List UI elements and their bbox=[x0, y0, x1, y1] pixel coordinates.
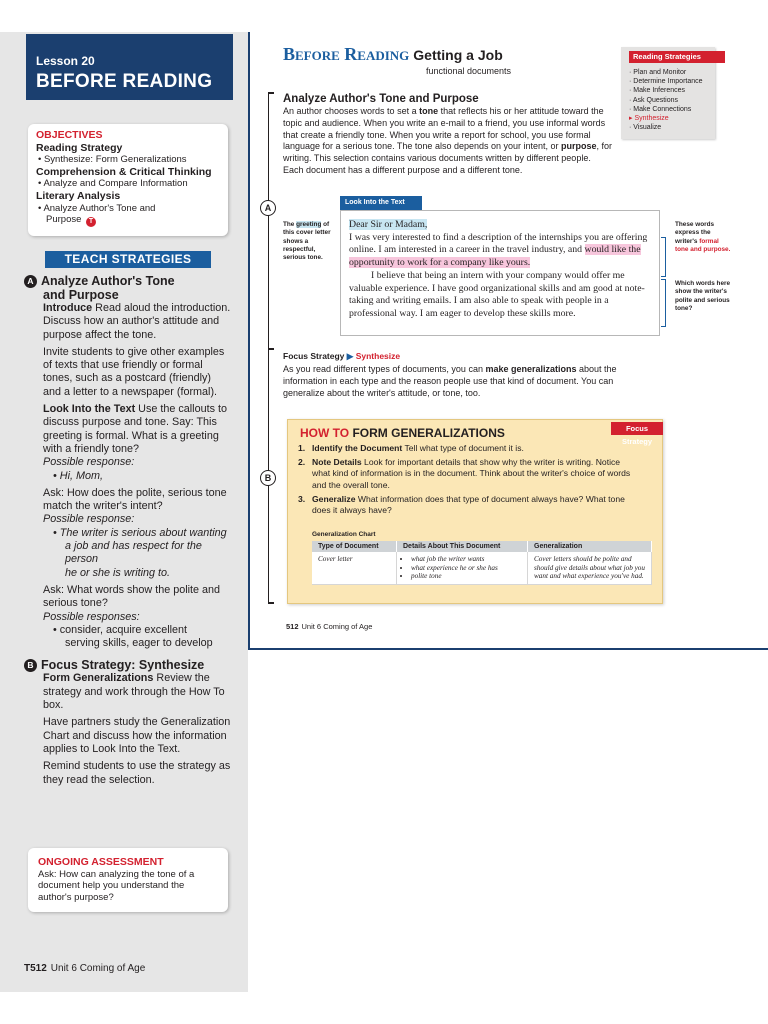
strategy-item: · Determine Importance bbox=[629, 78, 703, 86]
tone-heading: Analyze Author's Tone and Purpose bbox=[283, 93, 479, 105]
possible-response: • The writer is serious about wanting bbox=[53, 526, 227, 539]
teach-strategies-text bbox=[24, 274, 232, 791]
objective-group-title: Comprehension & Critical Thinking bbox=[36, 165, 212, 178]
student-footer bbox=[286, 622, 372, 631]
objective-group-title: Literary Analysis bbox=[36, 189, 121, 202]
callout-b-icon: B bbox=[260, 470, 276, 486]
teacher-badge-icon: T bbox=[86, 217, 96, 227]
possible-response-label: Possible responses: bbox=[43, 610, 140, 623]
how-to-title bbox=[300, 426, 505, 440]
section-a-title-2: and Purpose bbox=[43, 288, 119, 302]
section-bracket bbox=[268, 92, 274, 602]
strategy-item: · Make Inferences bbox=[629, 87, 686, 95]
objective-item: • Analyze and Compare Information bbox=[38, 178, 188, 190]
possible-response-cont: a job and has respect for the person bbox=[65, 540, 202, 566]
bracket-tick bbox=[268, 92, 274, 94]
look-lead: Look Into the Text bbox=[43, 403, 136, 416]
purpose-term: purpose bbox=[561, 141, 597, 152]
possible-response: • consider, acquire excellent bbox=[53, 623, 188, 636]
page-title bbox=[283, 44, 503, 65]
step-text: What information does that type of document always have? What tone does it always have? bbox=[312, 493, 625, 516]
introduce-lead: Introduce bbox=[43, 302, 93, 314]
step-heading: Note Details bbox=[312, 457, 362, 468]
reading-strategies-box bbox=[621, 47, 715, 139]
look-text: Use the callouts to discuss purpose and tone. Say: This greeting is formal. What is a greeting with a friendly tone? bbox=[43, 403, 227, 455]
strategy-item: · Visualize bbox=[629, 124, 662, 132]
strategy-item: · Plan and Monitor bbox=[629, 69, 687, 76]
focus-label: Focus Strategy bbox=[283, 351, 345, 361]
arrow-right-icon: ▶ bbox=[346, 351, 354, 361]
how-to-topic: FORM GENERALIZATIONS bbox=[349, 426, 505, 440]
how-to-step bbox=[298, 443, 638, 454]
detail-item: • polite tone bbox=[411, 572, 521, 581]
step-text: Look for important details that show why the writer is writing. Notice what kind of information is in the document. Think about the writer's choice of words and the overall tone. bbox=[312, 457, 631, 490]
bottom-margin bbox=[0, 992, 768, 1024]
focus-strategy-line bbox=[283, 351, 400, 362]
form-generalizations-paragraph bbox=[43, 672, 232, 712]
partners-paragraph: Have partners study the Generalization Chart and discuss how the information applies to Look Into the Text. bbox=[43, 716, 231, 755]
letter-paragraph-2: I believe that being an intern with your company would offer me valuable experience. I have good organizational skills and am good at note-taking and writing emails. I am also able to speak with people in a professional way. I am eager to develop these skills more. bbox=[349, 269, 645, 319]
note-text: The bbox=[283, 221, 297, 228]
teach-strategies-banner: TEACH STRATEGIES bbox=[45, 251, 211, 268]
table-header-row bbox=[312, 541, 652, 552]
section-marker-a-icon: A bbox=[24, 275, 37, 288]
objective-item: • Analyze Author's Tone and bbox=[38, 202, 156, 214]
column-header: Type of Document bbox=[312, 541, 397, 552]
bracket-tick bbox=[268, 348, 274, 350]
introduce-text: Read aloud the introduction. Discuss how an author's attitude and purpose affect the tone. bbox=[43, 302, 231, 341]
how-to-steps bbox=[298, 443, 638, 519]
page-subtitle: functional documents bbox=[426, 66, 512, 76]
reading-strategies-heading: Reading Strategies bbox=[629, 51, 725, 63]
step-number: 2. bbox=[298, 457, 306, 468]
form-generalizations-lead: Form Generalizations bbox=[43, 672, 154, 685]
possible-response-label: Possible response: bbox=[43, 513, 135, 526]
page-frame-horizontal bbox=[248, 648, 768, 650]
objective-group-title: Reading Strategy bbox=[36, 141, 123, 154]
possible-response: • Hi, Mom, bbox=[53, 469, 103, 482]
lesson-header bbox=[26, 34, 233, 100]
student-page-number: 512 bbox=[286, 622, 299, 631]
possible-response-cont: he or she is writing to. bbox=[65, 566, 171, 579]
table-cell-type: Cover letter bbox=[312, 552, 397, 584]
column-header: Details About This Document bbox=[397, 541, 528, 552]
ask-question: Ask: What words show the polite and serious tone? bbox=[43, 583, 221, 610]
detail-item: • what job the writer wants bbox=[411, 555, 521, 564]
cover-letter-text bbox=[349, 219, 653, 321]
note-highlight: formal tone and purpose. bbox=[675, 237, 731, 253]
detail-item: • what experience he or she has bbox=[411, 564, 521, 573]
reading-strategies-list bbox=[629, 68, 703, 132]
possible-response-label: Possible response: bbox=[43, 456, 135, 469]
teacher-footer-unit: Unit 6 Coming of Age bbox=[50, 963, 146, 974]
section-a-heading bbox=[24, 274, 232, 302]
introduce-paragraph bbox=[43, 302, 232, 342]
note-text: These words express the writer's bbox=[675, 221, 715, 245]
note-text: of this cover letter shows a respectful, serious tone. bbox=[283, 221, 331, 262]
generalization-chart-label: Generalization Chart bbox=[312, 531, 376, 538]
student-footer-unit: Unit 6 Coming of Age bbox=[301, 622, 373, 631]
objective-item-text: Purpose bbox=[46, 214, 82, 226]
ask-question: Ask: How does the polite, serious tone match the writer's intent? bbox=[43, 486, 227, 513]
table-row bbox=[312, 552, 652, 584]
letter-text: I was very interested to find a description of the internships you are offering online. I am interested in a career in the travel industry, and bbox=[349, 231, 648, 256]
page-title-main: Before Reading bbox=[283, 44, 410, 64]
section-b-title: Focus Strategy: Synthesize bbox=[41, 658, 205, 673]
bracket-tick bbox=[268, 602, 274, 604]
how-to-step bbox=[298, 457, 638, 491]
callout-a-icon: A bbox=[260, 200, 276, 216]
step-heading: Identify the Document bbox=[312, 443, 403, 453]
focus-term: make generalizations bbox=[485, 364, 577, 374]
tone-term: tone bbox=[419, 106, 439, 116]
step-text: Tell what type of document it is. bbox=[402, 443, 524, 453]
how-to-step bbox=[298, 494, 638, 516]
objectives-heading: OBJECTIVES bbox=[36, 129, 103, 141]
table-cell-details bbox=[397, 552, 528, 584]
column-header: Generalization bbox=[528, 541, 652, 552]
focus-strategy-name: Synthesize bbox=[355, 351, 401, 361]
generalization-chart bbox=[312, 541, 652, 585]
look-into-text-tab: Look Into the Text bbox=[340, 196, 422, 210]
table-cell-generalization: Cover letters should be polite and should give details about what job you want and what experience you've had. bbox=[528, 552, 652, 584]
step-heading: Generalize bbox=[312, 493, 356, 504]
tone-body-text: , for writing. This selection contains various documents written by different people. Each document has a different purpose and a different tone. bbox=[283, 141, 613, 175]
letter-paragraph-1 bbox=[349, 232, 653, 270]
page-title-sub: Getting a Job bbox=[413, 47, 503, 63]
assessment-heading: ONGOING ASSESSMENT bbox=[38, 856, 164, 868]
note-bracket bbox=[661, 237, 666, 277]
teacher-page-number: T512 bbox=[24, 963, 47, 974]
letter-highlight: would like the opportunity to work for a company like yours. bbox=[349, 244, 641, 269]
lesson-number: Lesson 20 bbox=[36, 54, 95, 68]
focus-strategy-tag: Focus Strategy bbox=[611, 422, 663, 435]
strategy-item-active: ▸ Synthesize bbox=[629, 115, 669, 123]
how-to-label: HOW TO bbox=[300, 426, 350, 440]
objective-item: • Synthesize: Form Generalizations bbox=[38, 154, 187, 166]
ongoing-assessment-box bbox=[28, 848, 228, 912]
letter-greeting: Dear Sir or Madam, bbox=[349, 219, 428, 230]
objectives-box bbox=[28, 124, 228, 236]
remind-paragraph: Remind students to use the strategy as they read the selection. bbox=[43, 760, 231, 786]
step-number: 1. bbox=[298, 443, 306, 453]
how-to-box bbox=[287, 419, 663, 604]
step-number: 3. bbox=[298, 493, 306, 504]
strategy-item: · Make Connections bbox=[629, 105, 692, 113]
focus-body bbox=[283, 364, 633, 399]
form-generalizations-text: Review the strategy and work through the How To box. bbox=[43, 672, 225, 712]
margin-note-question: Which words here show the writer's polite and serious tone? bbox=[675, 280, 731, 312]
focus-text: about the information in each type and the reason people use that kind of document. You can generalize about the writer's attitude, or tone, too. bbox=[283, 364, 617, 398]
margin-note-formal bbox=[675, 221, 733, 254]
section-marker-b-icon: B bbox=[24, 659, 37, 672]
note-highlight: greeting bbox=[296, 221, 322, 228]
possible-response-cont: serving skills, eager to develop bbox=[65, 637, 213, 650]
tone-body-text: that reflects his or her attitude toward the topic and audience. When you write an e-mail to a friend, you use informal words that create a friendly tone. When you write a report for school, you use formal language for a serious tone. The tone also depends on your intent, or bbox=[283, 106, 606, 152]
tone-body-text: An author chooses words to set a bbox=[283, 106, 420, 116]
cover-letter-box bbox=[340, 210, 660, 336]
teacher-footer bbox=[24, 963, 145, 974]
note-bracket bbox=[661, 279, 666, 327]
section-b-heading bbox=[24, 658, 232, 672]
strategy-item: · Ask Questions bbox=[629, 96, 679, 104]
focus-text: As you read different types of documents, you can bbox=[283, 364, 486, 374]
section-a-title-1: Analyze Author's Tone bbox=[41, 274, 175, 288]
look-paragraph bbox=[43, 403, 232, 456]
lesson-title: BEFORE READING bbox=[36, 71, 213, 92]
invite-paragraph: Invite students to give other examples of texts that use friendly or formal tones, such as a postcard (friendly) and a letter to a newspaper (formal). bbox=[43, 345, 225, 398]
assessment-text: Ask: How can analyzing the tone of a document help you understand the author's purpose? bbox=[38, 868, 195, 903]
page-frame-vertical bbox=[248, 32, 250, 650]
objective-item-continued bbox=[36, 214, 226, 227]
margin-note-greeting bbox=[283, 221, 331, 262]
tone-body bbox=[283, 106, 613, 177]
